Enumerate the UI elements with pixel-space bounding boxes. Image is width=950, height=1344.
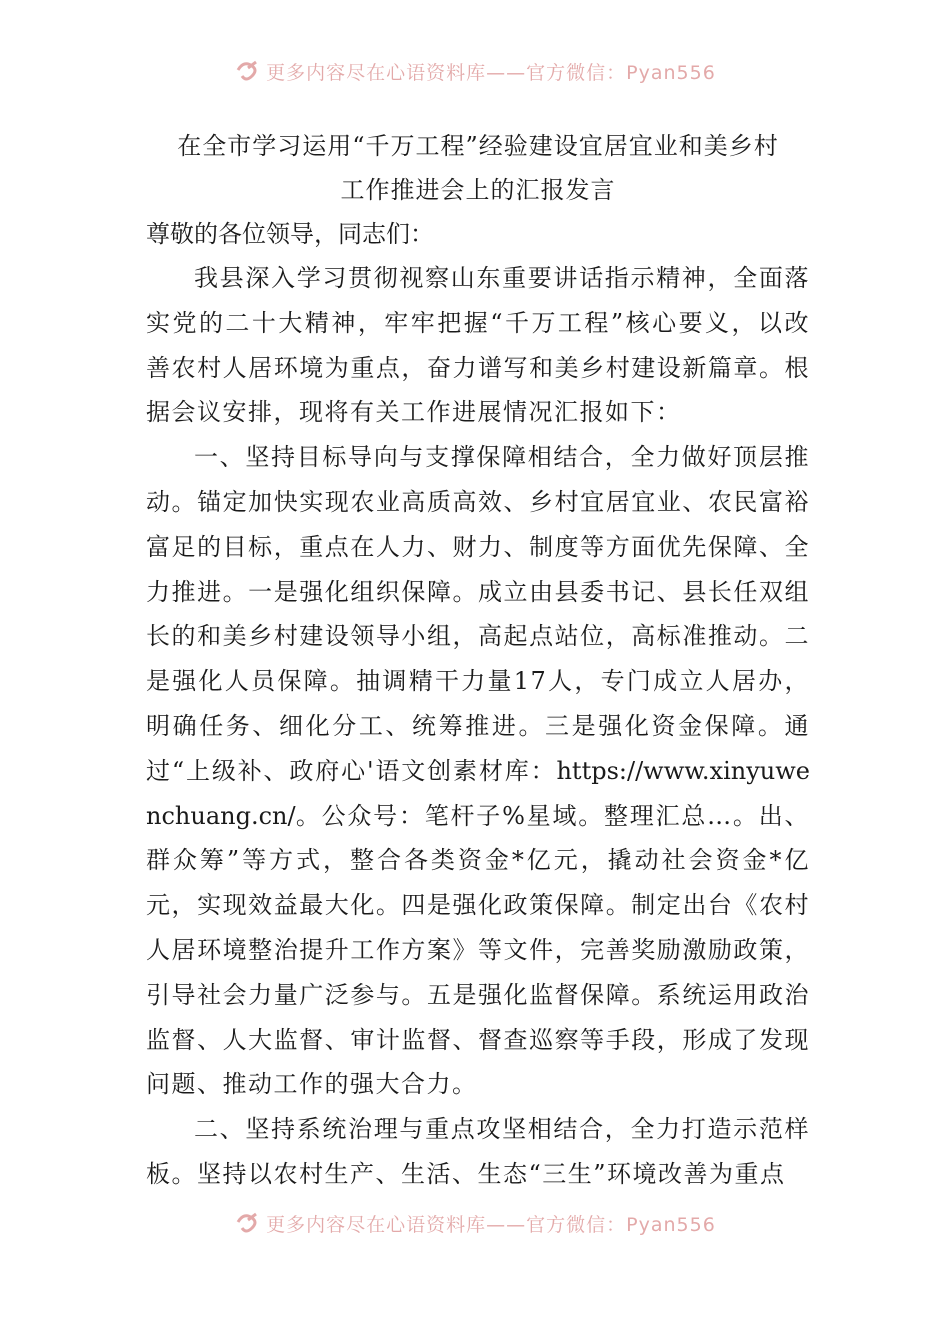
brand-logo-icon [234,1210,262,1236]
watermark-text: 更多内容尽在心语资料库——官方微信：Pyan556 [266,61,716,84]
watermark-footer [0,1206,950,1240]
section-1-text-b: 。公众号：笔杆子%星域。整理汇总…。出、群众筹”等方式，整合各类资金*亿元，撬动社会资金*亿元，实现效益最大化。四是强化政策保障。制定出台《农村人居环境整治提升工作方案》等文件，完善奖励激励政策，引导社会力量广泛参与。五是强化监督保障。系统运用政治监督、人大监督、审计监督、督查巡察等手段，形成了发现问题、推动工作的强大合力。 [146,801,810,1099]
title-line-1: 在全市学习运用“千万工程”经验建设宜居宜业和美乡村 [177,132,779,160]
website-url: https://www.xinyuwenchuang.cn/ [146,756,810,830]
document-title [146,124,810,212]
paragraph-section-2: 二、坚持系统治理与重点攻坚相结合，全力打造示范样板。坚持以农村生产、生活、生态“三生”环境改善为重点 [146,1115,810,1188]
title-line-2: 工作推进会上的汇报发言 [340,176,616,204]
brand-logo-icon [234,58,262,84]
watermark-text: 更多内容尽在心语资料库——官方微信：Pyan556 [266,1213,716,1236]
section-1-text-a: 一、坚持目标导向与支撑保障相结合，全力做好顶层推动。锚定加快实现农业高质高效、乡村宜居宜业、农民富裕富足的目标，重点在人力、财力、制度等方面优先保障、全力推进。一是强化组织保障。成立由县委书记、县长任双组长的和美乡村建设领导小组，高起点站位，高标准推动。二是强化人员保障。抽调精干力量17人，专门成立人居办，明确任务、细化分工、统筹推进。三是强化资金保障。通过“上级补、政府心'语文创素材库： [146,443,810,785]
salutation: 尊敬的各位领导，同志们： [146,220,434,248]
document-body [146,124,810,1197]
paragraph-intro: 我县深入学习贯彻视察山东重要讲话指示精神，全面落实党的二十大精神，牢牢把握“千万工程”核心要义，以改善农村人居环境为重点，奋力谱写和美乡村建设新篇章。根据会议安排，现将有关工作进展情况汇报如下： [146,264,810,427]
paragraph-section-1 [146,435,810,1107]
watermark-header [0,54,950,88]
